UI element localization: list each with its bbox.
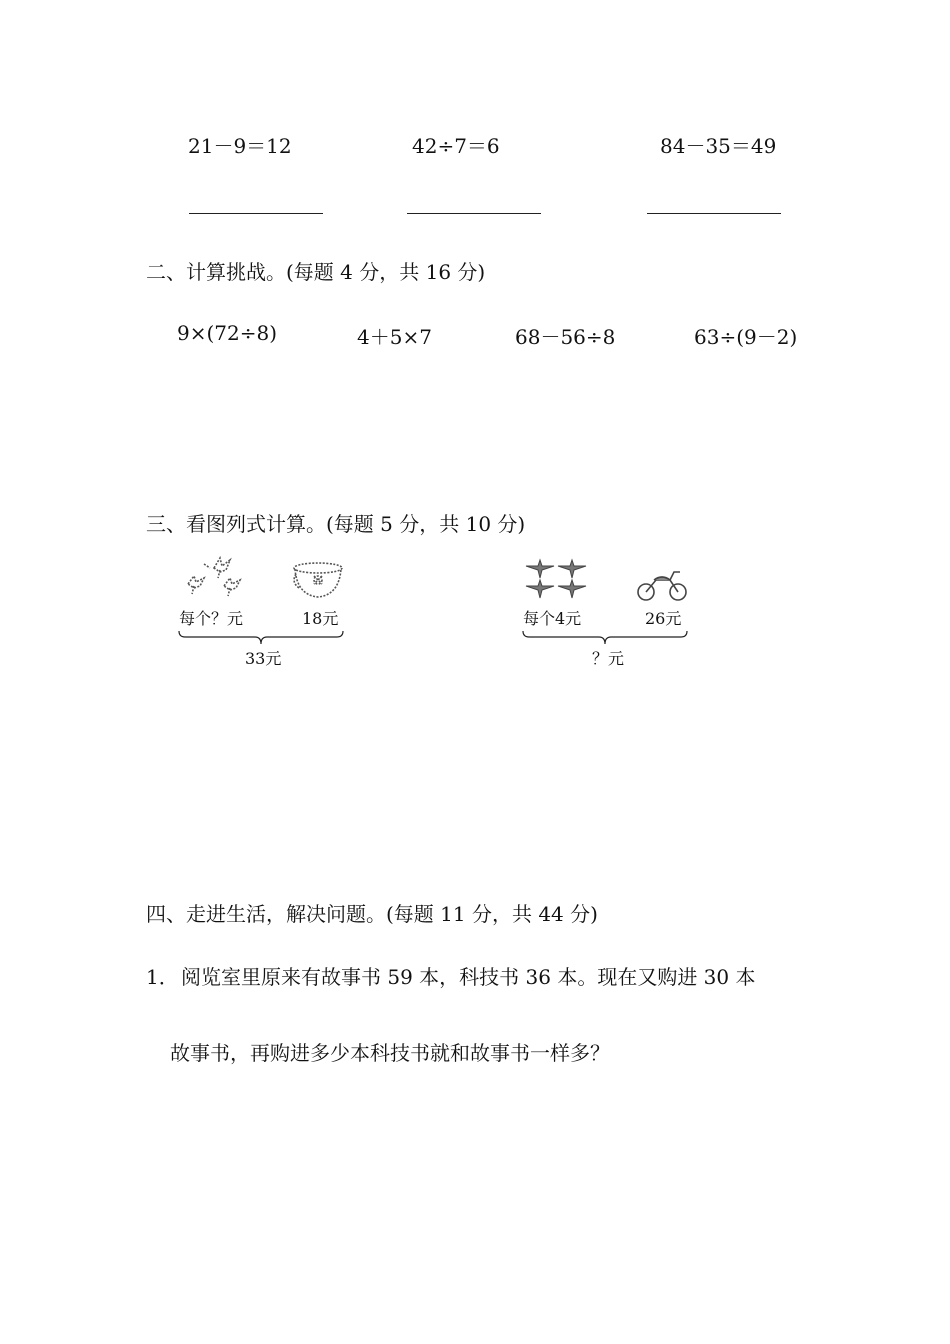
answer-blank-2[interactable]	[407, 213, 541, 214]
teapot-icon	[290, 560, 346, 602]
problem-a-item2-label: 18元	[302, 609, 339, 628]
problem-a-brace	[178, 630, 344, 646]
problem-b-total-label: ？元	[592, 649, 625, 668]
equation-2: 42÷7＝6	[412, 134, 500, 158]
problem-b-item1-label: 每个4元	[523, 609, 582, 628]
expression-1: 9×(72÷8)	[177, 321, 278, 345]
problem-b-brace	[522, 630, 688, 646]
plane-icon	[522, 556, 590, 602]
answer-blank-3[interactable]	[647, 213, 781, 214]
equation-1: 21－9＝12	[188, 134, 292, 158]
problem-a-total-label: 33元	[245, 649, 282, 668]
question-1-line-2: 故事书，再购进多少本科技书就和故事书一样多？	[170, 1041, 610, 1065]
problem-b-item2-label: 26元	[645, 609, 682, 628]
expression-4: 63÷(9－2)	[694, 325, 798, 349]
expression-2: 4＋5×7	[357, 325, 432, 349]
bird-icon	[184, 554, 254, 602]
answer-blank-1[interactable]	[189, 213, 323, 214]
section-2-heading: 二、计算挑战。(每题 4 分，共 16 分)	[146, 260, 486, 284]
equation-3: 84－35＝49	[660, 134, 777, 158]
expression-3: 68－56÷8	[515, 325, 616, 349]
problem-a-item1-label: 每个？元	[179, 609, 244, 628]
question-1-number: 1．	[146, 965, 179, 989]
section-4-heading: 四、走进生活，解决问题。(每题 11 分，共 44 分)	[146, 902, 598, 926]
question-1-line-1: 阅览室里原来有故事书 59 本，科技书 36 本。现在又购进 30 本	[181, 965, 756, 989]
section-3-heading: 三、看图列式计算。(每题 5 分，共 10 分)	[146, 512, 526, 536]
motorcycle-icon	[636, 566, 688, 602]
